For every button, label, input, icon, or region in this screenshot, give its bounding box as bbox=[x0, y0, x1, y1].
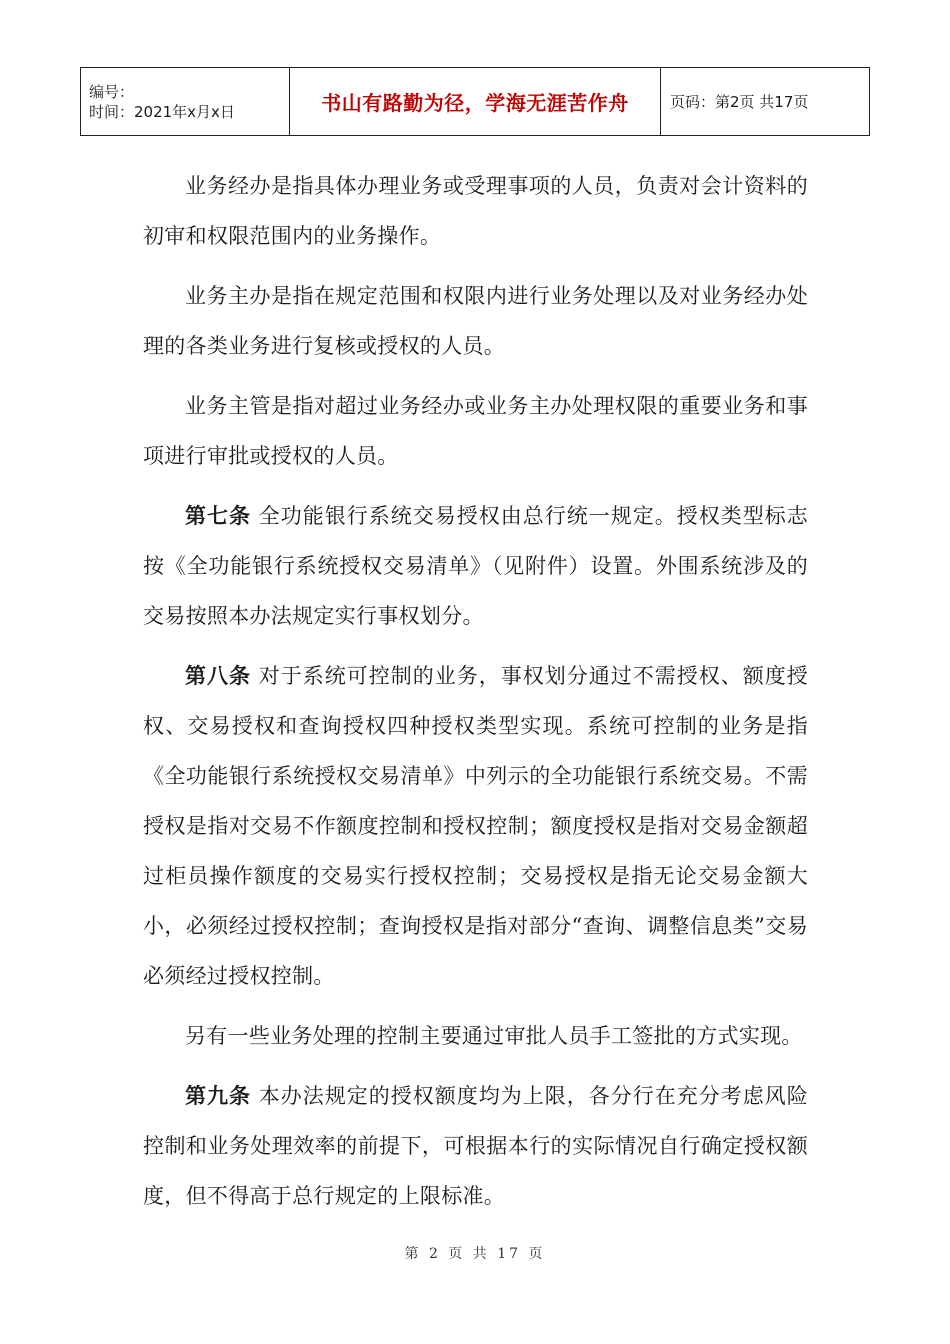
header-meta-cell bbox=[81, 68, 290, 136]
paragraph bbox=[143, 271, 808, 371]
header-motto: 书山有路勤为径，学海无涯苦作舟 bbox=[290, 68, 661, 136]
paragraph-text: 全功能银行系统交易授权由总行统一规定。授权类型标志按《全功能银行系统授权交易清单》（见附件）设置。外围系统涉及的交易按照本办法规定实行事权划分。 bbox=[143, 504, 808, 628]
document-body bbox=[143, 161, 808, 1231]
header-page-info: 页码：第2页 共17页 bbox=[661, 68, 870, 136]
paragraph-text: 对于系统可控制的业务，事权划分通过不需授权、额度授权、交易授权和查询授权四种授权类型实现。系统可控制的业务是指《全功能银行系统授权交易清单》中列示的全功能银行系统交易。不需授权是指对交易不作额度控制和授权控制；额度授权是指对交易金额超过柜员操作额度的交易实行授权控制；交易授权是指无论交易金额大小，必须经过授权控制；查询授权是指对部分“查询、调整信息类”交易必须经过授权控制。 bbox=[143, 664, 808, 988]
article-title: 第七条 bbox=[185, 504, 252, 528]
page-header bbox=[80, 67, 870, 136]
paragraph-text: 业务经办是指具体办理业务或受理事项的人员，负责对会计资料的初审和权限范围内的业务操作。 bbox=[143, 174, 808, 248]
article-title: 第九条 bbox=[185, 1084, 252, 1108]
paragraph-text: 业务主办是指在规定范围和权限内进行业务处理以及对业务经办处理的各类业务进行复核或授权的人员。 bbox=[143, 284, 808, 358]
paragraph bbox=[143, 1011, 808, 1061]
paragraph bbox=[143, 161, 808, 261]
paragraph-text: 本办法规定的授权额度均为上限，各分行在充分考虑风险控制和业务处理效率的前提下，可根据本行的实际情况自行确定授权额度，但不得高于总行规定的上限标准。 bbox=[143, 1084, 808, 1208]
paragraph-article-7 bbox=[143, 491, 808, 641]
page-footer: 第 2 页 共 17 页 bbox=[404, 1246, 546, 1262]
paragraph-article-9 bbox=[143, 1071, 808, 1221]
document-number-label: 编号： bbox=[89, 82, 135, 101]
paragraph-text: 另有一些业务处理的控制主要通过审批人员手工签批的方式实现。 bbox=[185, 1024, 803, 1048]
article-title: 第八条 bbox=[185, 664, 252, 688]
paragraph bbox=[143, 381, 808, 481]
document-date: 时间：2021年x月x日 bbox=[89, 102, 235, 121]
paragraph-article-8 bbox=[143, 651, 808, 1001]
paragraph-text: 业务主管是指对超过业务经办或业务主办处理权限的重要业务和事项进行审批或授权的人员。 bbox=[143, 394, 808, 468]
